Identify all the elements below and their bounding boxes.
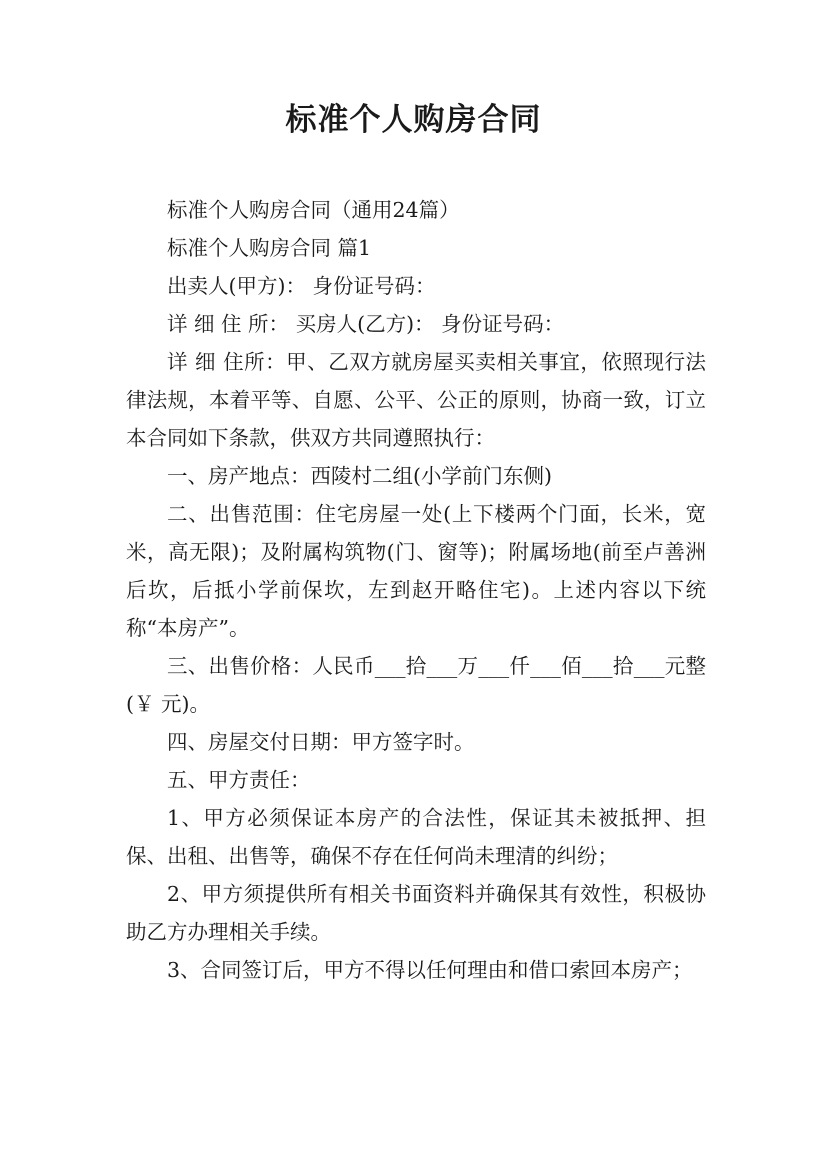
paragraph-clause-scope: 二、出售范围：住宅房屋一处(上下楼两个门面，长米，宽米，高无限)；及附属构筑物(门、窗等)；附属场地(前至卢善洲后坎，后抵小学前保坎，左到赵开略住宅)。上述内容以下统称“本房产”。 xyxy=(126,502,706,640)
paragraph-clause-price: 三、出售价格：人民币___拾___万___仟___佰___拾___元整(￥ 元)。 xyxy=(126,654,706,716)
paragraph-duty-3: 3、合同签订后，甲方不得以任何理由和借口索回本房产； xyxy=(167,958,693,982)
paragraph-clause-seller-duty: 五、甲方责任： xyxy=(167,768,311,792)
paragraph-preamble: 详 细 住所：甲、乙双方就房屋买卖相关事宜，依照现行法律法规，本着平等、自愿、公平、公正的原则，协商一致，订立本合同如下条款，供双方共同遵照执行： xyxy=(126,350,706,450)
paragraph-seller: 出卖人(甲方)： 身份证号码： xyxy=(167,274,436,298)
paragraph-buyer: 详 细 住 所： 买房人(乙方)： 身份证号码： xyxy=(167,312,565,336)
paragraph-clause-location: 一、房产地点：西陵村二组(小学前门东侧) xyxy=(167,464,552,488)
document-title: 标准个人购房合同 xyxy=(285,102,542,138)
paragraph-clause-delivery: 四、房屋交付日期：甲方签字时。 xyxy=(167,730,475,754)
paragraph-subtitle: 标准个人购房合同（通用24篇） xyxy=(167,198,460,222)
paragraph-duty-2: 2、甲方须提供所有相关书面资料并确保其有效性，积极协助乙方办理相关手续。 xyxy=(126,882,706,944)
paragraph-section-heading: 标准个人购房合同 篇1 xyxy=(167,236,372,260)
paragraph-duty-1: 1、甲方必须保证本房产的合法性，保证其未被抵押、担保、出租、出售等，确保不存在任何尚未理清的纠纷； xyxy=(126,806,706,868)
document-body xyxy=(126,191,706,989)
